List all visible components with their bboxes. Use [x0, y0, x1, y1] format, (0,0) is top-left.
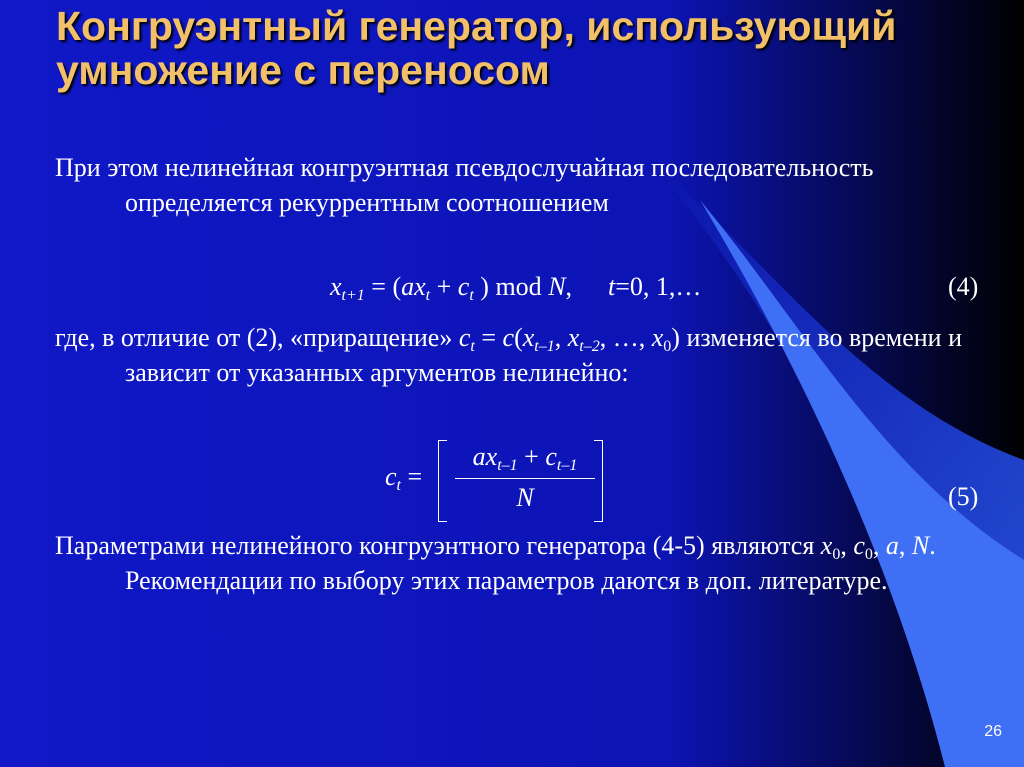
ceiling-bracket-left [438, 440, 447, 522]
ceiling-bracket-right [594, 440, 603, 522]
equation-5-fraction [455, 442, 595, 513]
fraction-numerator: $ax_{t-1} + c_{t-1}$ [472, 442, 578, 474]
paragraph-intro: При этом нелинейная конгруэнтная псевдослучайная последовательность определяется рекуррентным соотношением [55, 153, 874, 217]
page-number: 26 [984, 723, 1002, 740]
equation-5-number: (5) [948, 482, 979, 511]
paragraph-parameters: Параметрами нелинейного конгруэнтного генератора (4-5) являются $x_0$, $c_0$, a, N. Рекомендации по выбору этих параметров даются в доп. литературе. [55, 531, 936, 595]
fraction-bar [455, 478, 595, 479]
slide-title: Конгруэнтный генератор, использующий умножение с переносом [56, 3, 897, 93]
equation-4: $x_{t+1} = (ax_t + c_t$ ) mod N, t=0, 1,… [330, 272, 702, 304]
equation-5-lhs: $c_t$ = [385, 462, 423, 494]
fraction-denominator: N [516, 483, 534, 512]
paragraph-increment: где, в отличие от (2), «приращение» $c_t = c(x_{t-1}$, $x_{t-2}$, …, $x_0$) изменяется во времени и зависит от указанных аргументов нелинейно: [55, 323, 963, 387]
equation-4-number: (4) [948, 272, 979, 301]
